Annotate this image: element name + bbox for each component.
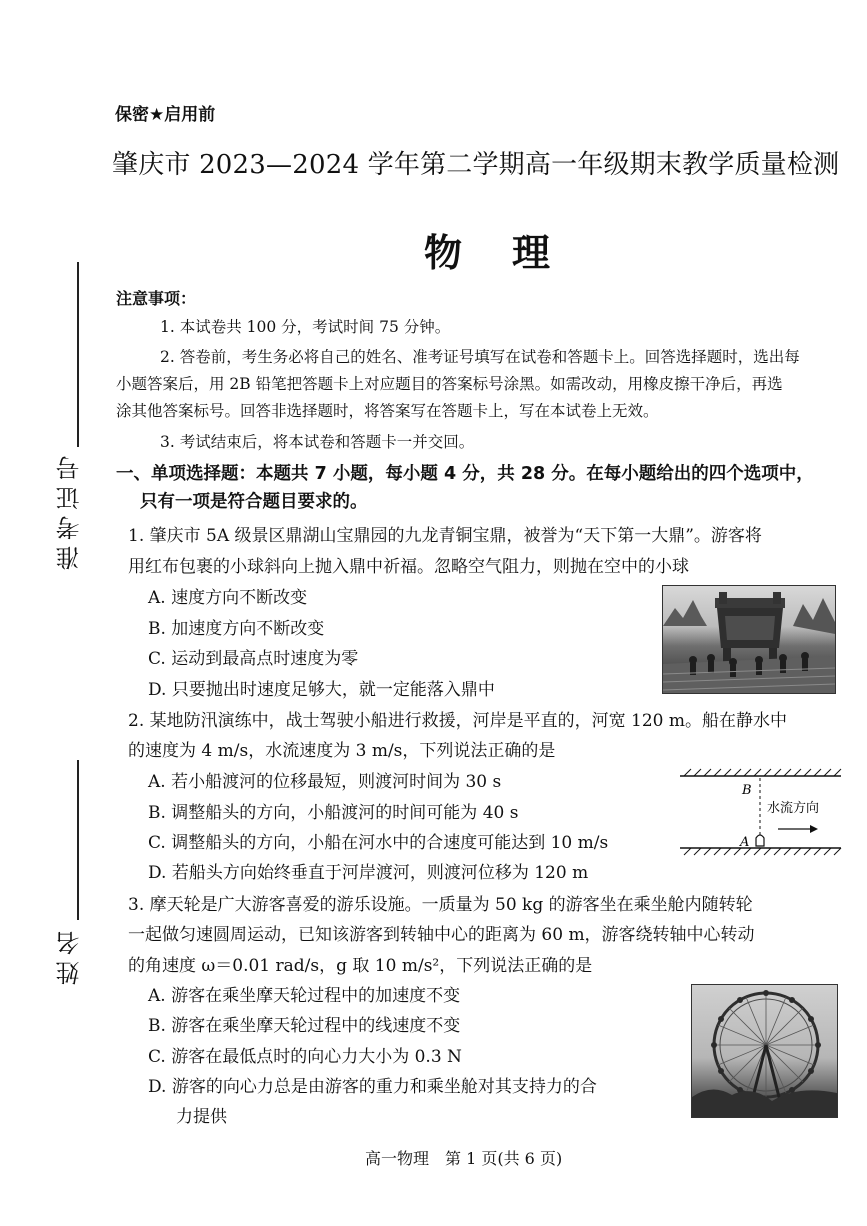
notice-item: 3. 考试结束后，将本试卷和答题卡一并交回。 <box>160 433 475 451</box>
bronze-ding-illustration <box>663 586 835 693</box>
boat-icon <box>756 835 764 846</box>
point-b-label: B <box>742 783 752 798</box>
river-crossing-diagram <box>678 768 843 860</box>
exam-id-label: 准考证号 <box>56 450 84 570</box>
question-1-stem: 用红布包裹的小球斜向上抛入鼎中祈福。忽略空气阻力，则抛在空中的小球 <box>128 557 689 577</box>
question-1-option-b: B. 加速度方向不断改变 <box>148 619 325 639</box>
tree-left <box>663 600 707 626</box>
ferris-wheel-photo <box>691 984 838 1118</box>
notice-item: 1. 本试卷共 100 分，考试时间 75 分钟。 <box>160 318 451 336</box>
question-2-option-b: B. 调整船头的方向，小船渡河的时间可能为 40 s <box>148 803 519 823</box>
notice-item: 2. 答卷前，考生务必将自己的姓名、准考证号填写在试卷和答题卡上。回答选择题时，选出每 <box>160 348 800 366</box>
tree-right <box>793 598 835 634</box>
notice-item: 涂其他答案标号。回答非选择题时，将答案写在答题卡上，写在本试卷上无效。 <box>116 402 659 420</box>
ding-pattern <box>725 616 775 640</box>
question-2-option-a: A. 若小船渡河的位移最短，则渡河时间为 30 s <box>148 772 502 792</box>
exam-title: 肇庆市 2023—2024 学年第二学期高一年级期末教学质量检测 <box>112 150 840 180</box>
question-3-option-d: D. 游客的向心力总是由游客的重力和乘坐舱对其支持力的合 <box>148 1077 597 1097</box>
current-arrow-head <box>810 825 818 833</box>
question-3-option-c: C. 游客在最低点时的向心力大小为 0.3 N <box>148 1047 462 1067</box>
question-3-option-d-cont: 力提供 <box>176 1107 227 1127</box>
bronze-ding-photo <box>662 585 836 694</box>
question-2-option-c: C. 调整船头的方向，小船在河水中的合速度可能达到 10 m/s <box>148 833 609 853</box>
notice-heading: 注意事项： <box>116 289 197 308</box>
ferris-wheel-illustration <box>692 985 837 1117</box>
confidential-label: 保密★启用前 <box>115 105 216 125</box>
section-heading-cont: 只有一项是符合题目要求的。 <box>140 492 368 512</box>
question-1-option-c: C. 运动到最高点时速度为零 <box>148 649 359 669</box>
section-heading: 一、单项选择题：本题共 7 小题，每小题 4 分，共 28 分。在每小题给出的四个选项中， <box>116 464 814 484</box>
question-2-stem: 2. 某地防汛演练中，战士驾驶小船进行救援，河岸是平直的，河宽 120 m。船在静水中 <box>128 711 787 731</box>
question-3-option-b: B. 游客在乘坐摩天轮过程中的线速度不变 <box>148 1016 461 1036</box>
ding-handle-left <box>719 592 727 604</box>
question-3-stem: 3. 摩天轮是广大游客喜爱的游乐设施。一质量为 50 kg 的游客坐在乘坐舱内随转轮 <box>128 895 753 915</box>
name-label: 姓名 <box>56 925 84 985</box>
question-3-stem: 一起做匀速圆周运动，已知该游客到转轴中心的距离为 60 m，游客绕转轴中心转动 <box>128 925 755 945</box>
near-bank-hatch <box>684 848 841 855</box>
current-direction-label: 水流方向 <box>767 801 820 816</box>
exam-id-line <box>77 262 79 447</box>
notice-item: 小题答案后，用 2B 铅笔把答题卡上对应题目的答案标号涂黑。如需改动，用橡皮擦干净后，再选 <box>116 375 783 393</box>
question-3-option-a: A. 游客在乘坐摩天轮过程中的加速度不变 <box>148 986 461 1006</box>
trees-foreground <box>692 1089 837 1117</box>
question-1-option-d: D. 只要抛出时速度足够大，就一定能落入鼎中 <box>148 680 495 700</box>
question-1-stem: 1. 肇庆市 5A 级景区鼎湖山宝鼎园的九龙青铜宝鼎，被誉为“天下第一大鼎”。游客将 <box>128 526 762 546</box>
ding-handle-right <box>773 592 781 604</box>
point-a-label: A <box>740 835 750 850</box>
question-1-option-a: A. 速度方向不断改变 <box>148 588 308 608</box>
page-footer: 高一物理 第 1 页(共 6 页) <box>365 1149 563 1168</box>
question-2-stem: 的速度为 4 m/s，水流速度为 3 m/s，下列说法正确的是 <box>128 741 556 761</box>
name-line <box>77 760 79 920</box>
far-bank-hatch <box>684 769 841 776</box>
question-3-stem: 的角速度 ω＝0.01 rad/s，g 取 10 m/s²，下列说法正确的是 <box>128 956 593 976</box>
subject-title: 物理 <box>424 231 601 275</box>
question-2-option-d: D. 若船头方向始终垂直于河岸渡河，则渡河位移为 120 m <box>148 863 589 883</box>
